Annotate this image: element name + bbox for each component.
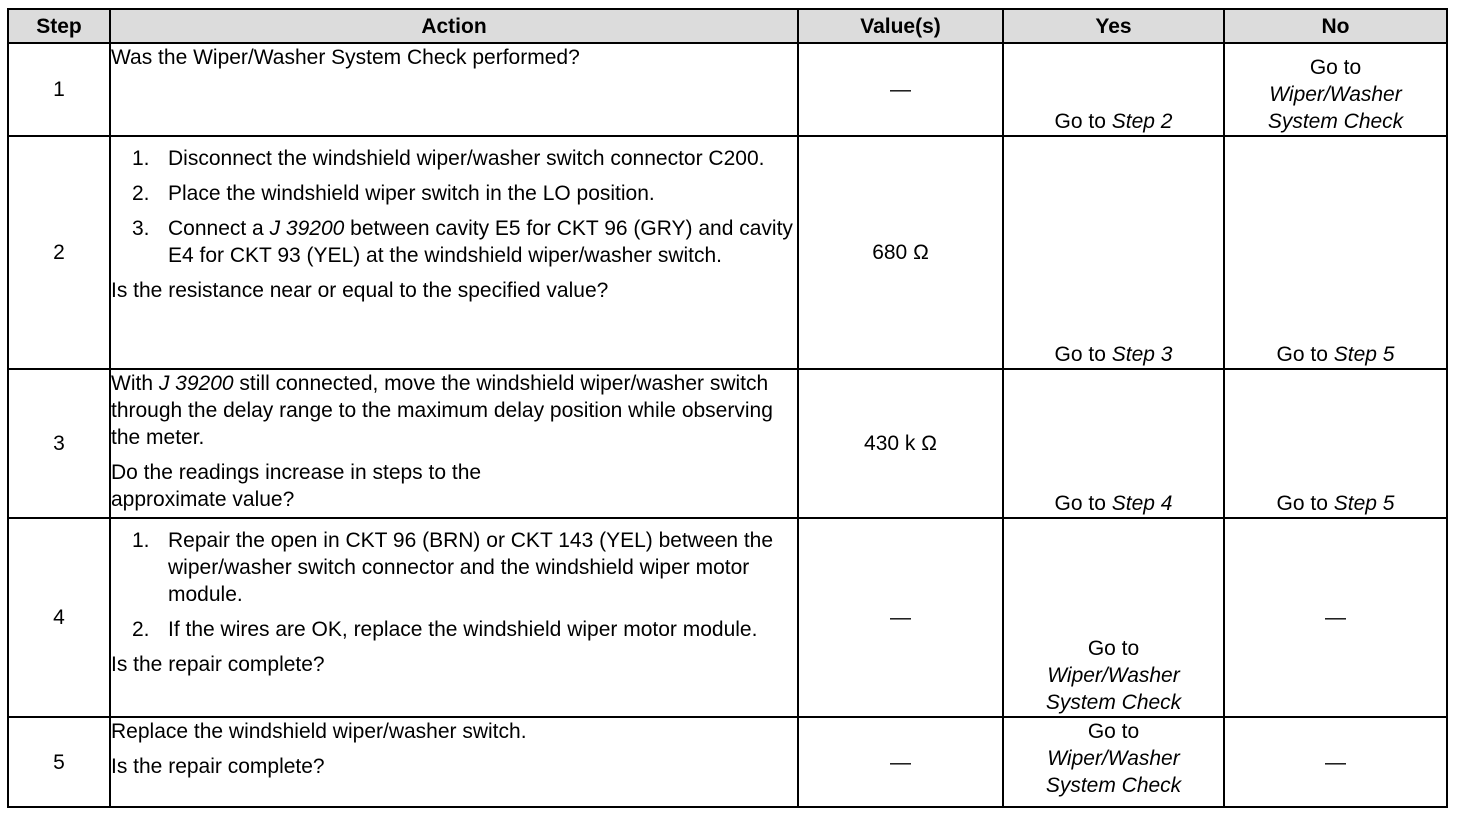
yes-prefix: Go to: [1054, 492, 1106, 515]
table-header-row: [8, 9, 1447, 43]
header-step: Step: [8, 9, 110, 43]
action-cell: [110, 369, 798, 518]
value-cell: 430 k Ω: [798, 369, 1003, 518]
instruction-item: [132, 145, 797, 172]
action-question: Was the Wiper/Washer System Check performed?: [111, 46, 580, 69]
header-yes: Yes: [1003, 9, 1224, 43]
yes-link-line1[interactable]: Wiper/Washer: [1047, 747, 1180, 770]
table-row: [8, 518, 1447, 717]
value-cell: —: [798, 717, 1003, 807]
question-line2: approximate value?: [111, 488, 295, 511]
step-number: 3: [8, 369, 110, 518]
no-prefix: Go to: [1309, 56, 1362, 79]
instruction-item: [132, 527, 797, 608]
yes-cell: [1003, 136, 1224, 369]
yes-link[interactable]: Step 4: [1111, 492, 1173, 515]
instruction-text-pre: Connect a: [168, 217, 264, 240]
yes-cell: [1003, 717, 1224, 807]
instruction-text: Repair the open in CKT 96 (BRN) or CKT 143 (YEL) between the wiper/washer switch connector and the windshield wiper motor module.: [168, 529, 774, 606]
yes-link[interactable]: Step 3: [1111, 343, 1173, 366]
no-cell: [1224, 369, 1447, 518]
diagnostic-table: [7, 8, 1448, 808]
instruction-number: 1.: [132, 147, 150, 170]
instruction-number: 2.: [132, 182, 150, 205]
action-instruction: Replace the windshield wiper/washer switch.: [111, 720, 527, 743]
yes-cell: [1003, 518, 1224, 717]
step-number: 4: [8, 518, 110, 717]
yes-cell: [1003, 43, 1224, 136]
action-cell: [110, 136, 798, 369]
instruction-text: Place the windshield wiper switch in the LO position.: [168, 182, 655, 205]
no-cell: —: [1224, 717, 1447, 807]
value-cell: —: [798, 518, 1003, 717]
no-cell: —: [1224, 518, 1447, 717]
value-cell: 680 Ω: [798, 136, 1003, 369]
no-link[interactable]: Step 5: [1333, 492, 1395, 515]
instruction-number: 3.: [132, 217, 150, 240]
step-number: 5: [8, 717, 110, 807]
yes-link[interactable]: Step 2: [1111, 110, 1173, 133]
table-row: [8, 717, 1447, 807]
instruction-text: If the wires are OK, replace the windshield wiper motor module.: [168, 618, 758, 641]
action-cell: [110, 717, 798, 807]
instruction-text: Disconnect the windshield wiper/washer switch connector C200.: [168, 147, 765, 170]
instruction-list: [111, 527, 797, 643]
step-number: 1: [8, 43, 110, 136]
table-row: [8, 136, 1447, 369]
no-prefix: Go to: [1276, 343, 1328, 366]
action-question: [111, 459, 797, 513]
yes-prefix: Go to: [1087, 720, 1140, 743]
instruction-text-post: between cavity E5 for CKT 96 (GRY) and cavity E4 for CKT 93 (YEL) at the windshield wiper/washer switch.: [168, 217, 793, 267]
instruction-number: 2.: [132, 618, 150, 641]
header-values: Value(s): [798, 9, 1003, 43]
instruction-text-post: still connected, move the windshield wiper/washer switch through the delay range to the maximum delay position while observing the meter.: [111, 372, 773, 449]
instruction-item: [132, 616, 797, 643]
instruction-text-pre: With: [111, 372, 153, 395]
yes-link-line2[interactable]: System Check: [1045, 774, 1182, 797]
step-number: 2: [8, 136, 110, 369]
question-line1: Do the readings increase in steps to the: [111, 461, 482, 484]
action-instruction: [111, 370, 797, 451]
action-question: Is the repair complete?: [111, 653, 325, 676]
yes-link-line1[interactable]: Wiper/Washer: [1047, 664, 1180, 687]
action-question: Is the repair complete?: [111, 755, 325, 778]
header-action: Action: [110, 9, 798, 43]
action-cell: [110, 43, 798, 136]
no-cell: [1224, 136, 1447, 369]
yes-prefix: Go to: [1054, 110, 1106, 133]
no-link-line2[interactable]: System Check: [1267, 110, 1404, 133]
yes-cell: [1003, 369, 1224, 518]
action-cell: [110, 518, 798, 717]
no-link[interactable]: Step 5: [1333, 343, 1395, 366]
tool-reference: J 39200: [269, 217, 345, 240]
yes-link-line2[interactable]: System Check: [1045, 691, 1182, 714]
instruction-number: 1.: [132, 529, 150, 552]
instruction-item: [132, 180, 797, 207]
table-row: [8, 369, 1447, 518]
header-no: No: [1224, 9, 1447, 43]
value-cell: —: [798, 43, 1003, 136]
yes-prefix: Go to: [1054, 343, 1106, 366]
instruction-item: [132, 215, 797, 269]
action-question: Is the resistance near or equal to the specified value?: [111, 279, 609, 302]
yes-prefix: Go to: [1087, 637, 1140, 660]
no-prefix: Go to: [1276, 492, 1328, 515]
no-link-line1[interactable]: Wiper/Washer: [1269, 83, 1402, 106]
table-row: [8, 43, 1447, 136]
no-cell: [1224, 43, 1447, 136]
instruction-list: [111, 145, 797, 269]
tool-reference: J 39200: [158, 372, 234, 395]
